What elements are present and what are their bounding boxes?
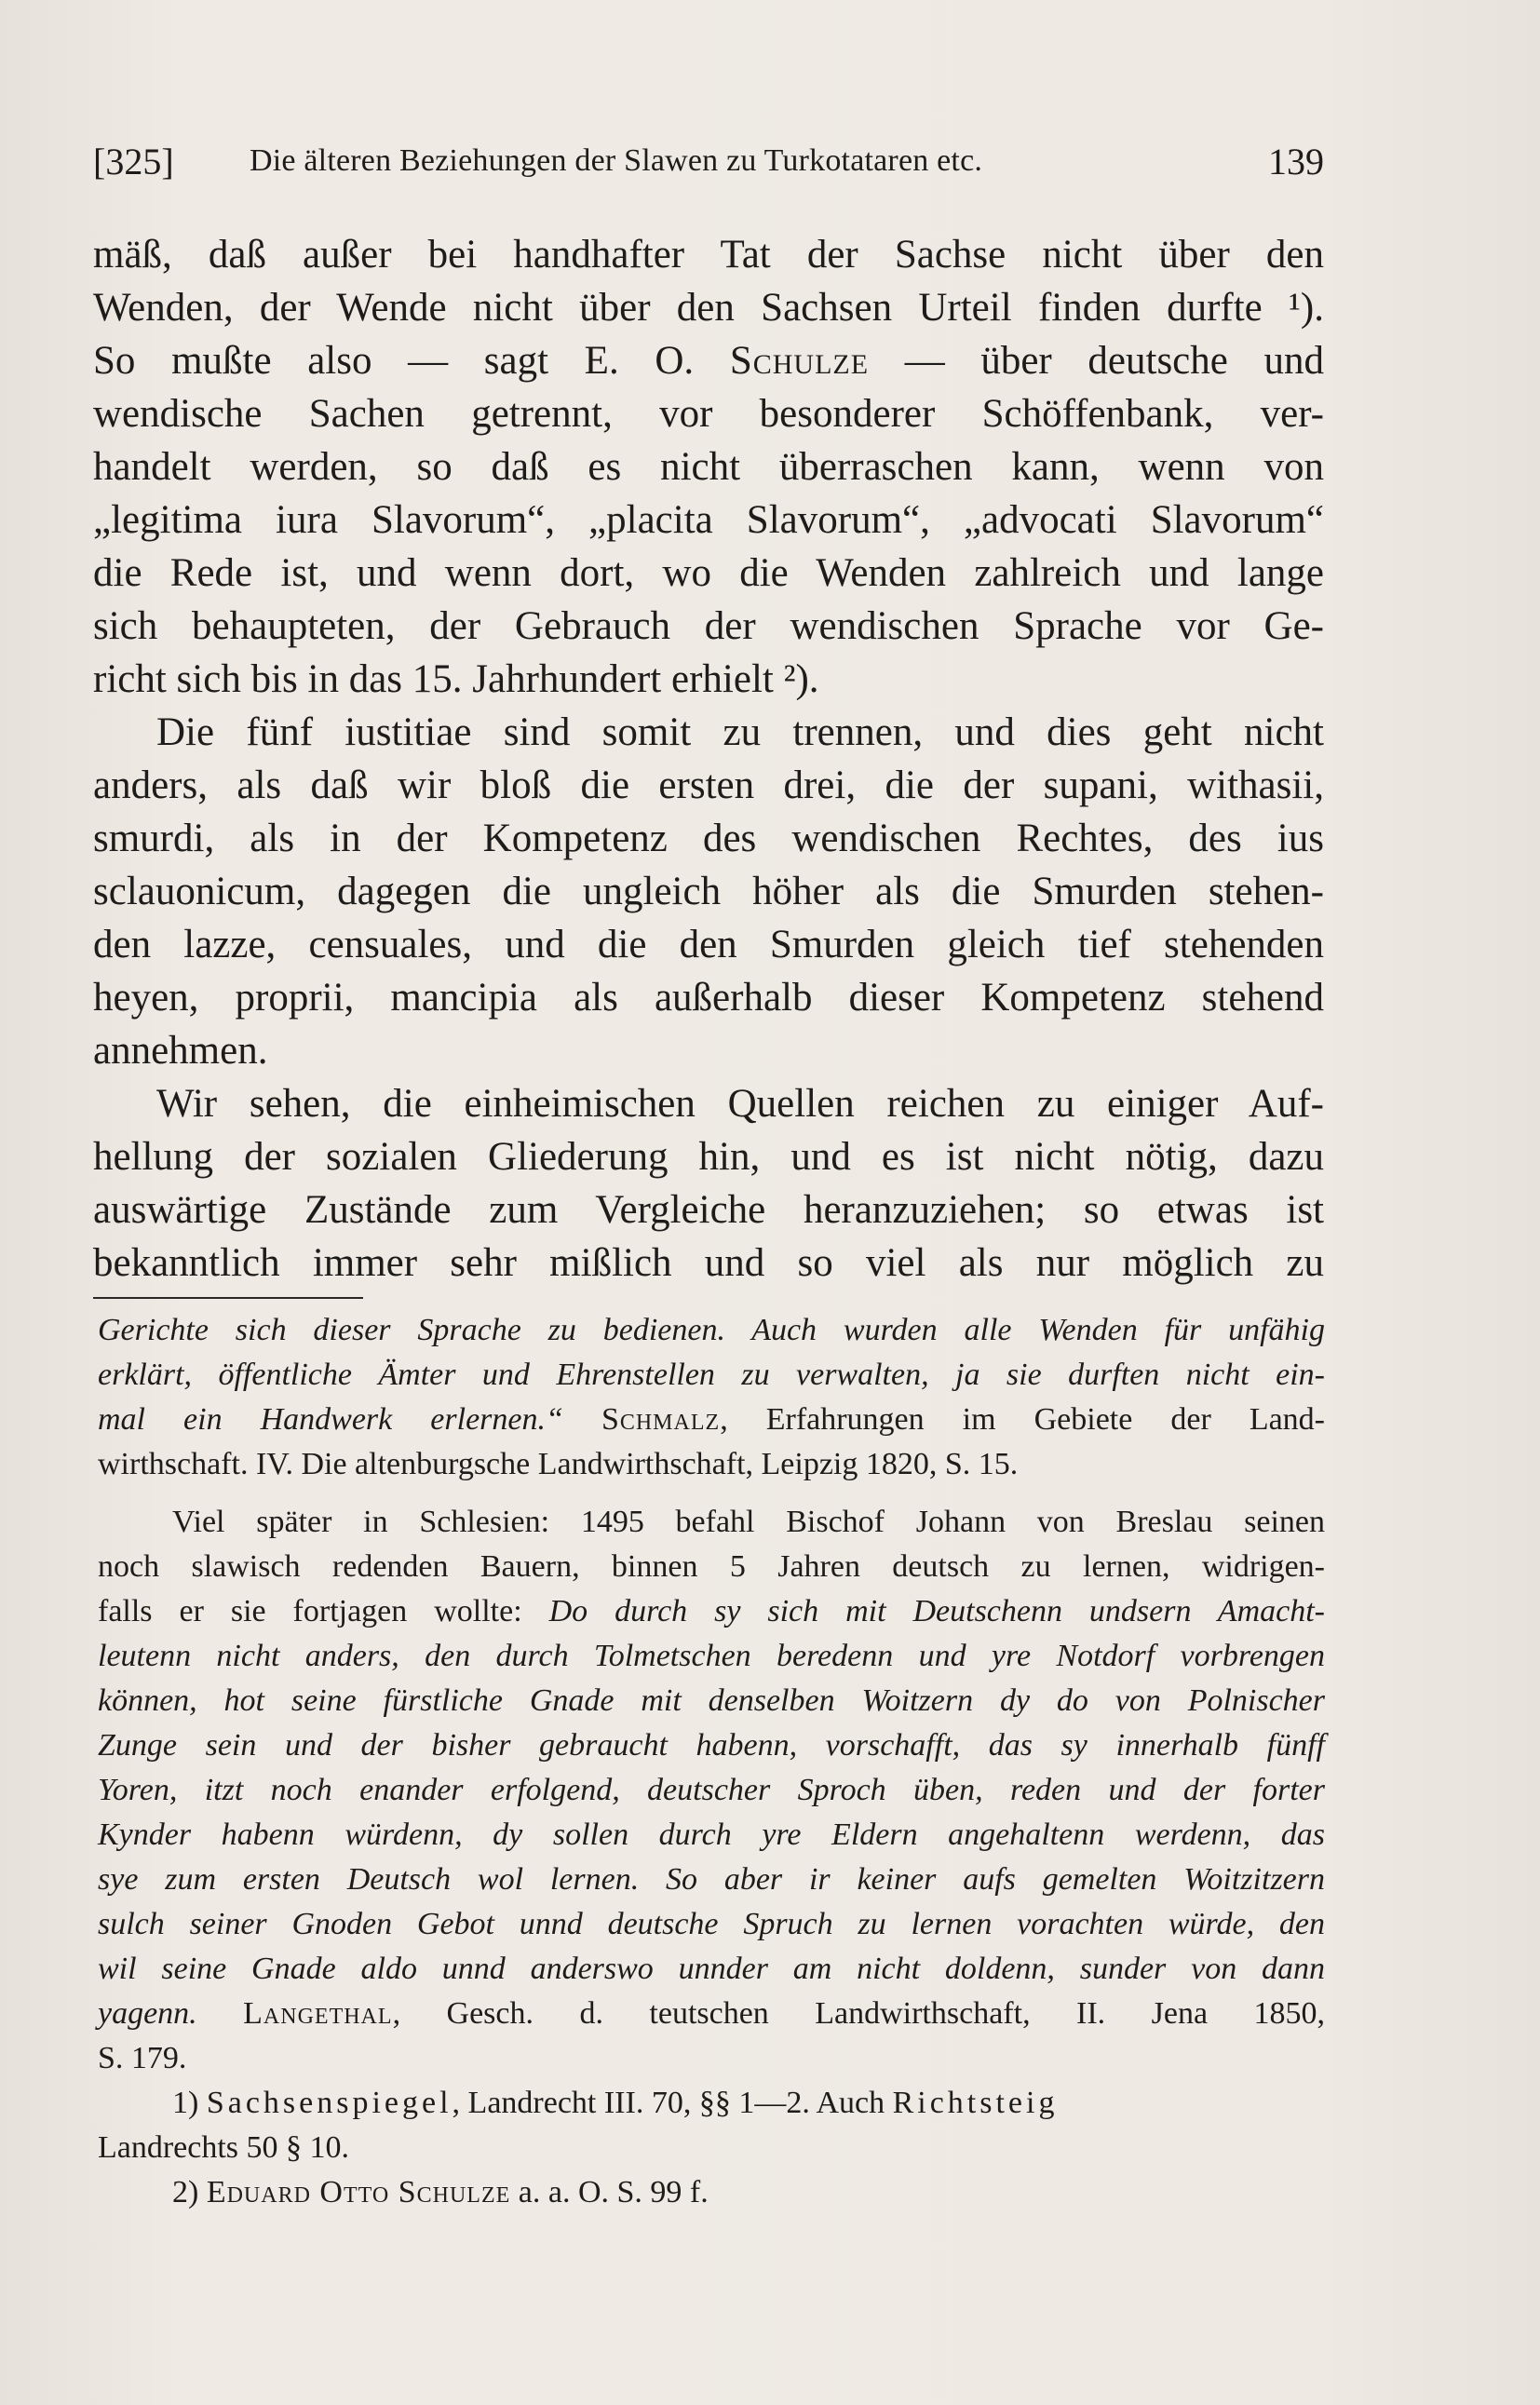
body-line: den lazze, censuales, und die den Smurden gleich tief stehenden bbox=[93, 923, 1324, 966]
paragraph-start: Wir sehen, die einheimischen Quellen reichen zu einiger Auf- bbox=[156, 1082, 1324, 1126]
author-name: Schulze bbox=[729, 339, 870, 383]
paragraph-start: Die fünf iustitiae sind somit zu trennen, und dies geht nicht bbox=[156, 710, 1324, 754]
body-line: bekanntlich immer sehr mißlich und so viel als nur möglich zu bbox=[93, 1241, 1324, 1285]
body-line: mäß, daß außer bei handhafter Tat der Sachse nicht über den bbox=[93, 233, 1324, 277]
note-line: sye zum ersten Deutsch wol lernen. So aber ir keiner aufs gemelten Woitzitzern bbox=[98, 1862, 1325, 1897]
running-header bbox=[93, 140, 1324, 196]
body-line: handelt werden, so daß es nicht überraschen kann, wenn von bbox=[93, 445, 1324, 489]
note-line: Viel später in Schlesien: 1495 befahl Bischof Johann von Breslau seinen bbox=[172, 1505, 1325, 1539]
note-line: mal ein Handwerk erlernen.“ Schmalz, Erfahrungen im Gebiete der Land- bbox=[98, 1402, 1326, 1437]
note-line: sulch seiner Gnoden Gebot unnd deutsche Spruch zu lernen vorachten würde, den bbox=[98, 1907, 1325, 1941]
body-line: auswärtige Zustände zum Vergleiche heranzuziehen; so etwas ist bbox=[93, 1188, 1324, 1232]
footnote-1-cont: Landrechts 50 § 10. bbox=[98, 2130, 350, 2165]
body-line: richt sich bis in das 15. Jahrhundert erhielt ²). bbox=[93, 657, 819, 701]
running-title: Die älteren Beziehungen der Slawen zu Turkotataren etc. bbox=[250, 143, 983, 178]
body-line: Wenden, der Wende nicht über den Sachsen Urteil finden durfte ¹). bbox=[93, 286, 1324, 330]
note-line: Zunge sein und der bisher gebraucht habenn, vorschafft, das sy innerhalb fünff bbox=[98, 1728, 1325, 1763]
note-line: Kynder habenn würdenn, dy sollen durch yre Eldern angehaltenn werdenn, das bbox=[98, 1817, 1325, 1852]
note-line: wil seine Gnade aldo unnd anderswo unnder am nicht doldenn, sunder von dann bbox=[98, 1952, 1325, 1986]
note-line: S. 179. bbox=[98, 2041, 187, 2075]
body-line: anders, als daß wir bloß die ersten drei, die der supani, withasii, bbox=[93, 763, 1324, 807]
note-line: Yoren, itzt noch enander erfolgend, deutscher Sproch üben, reden und der forter bbox=[98, 1773, 1325, 1807]
body-line: sich behaupteten, der Gebrauch der wendischen Sprache vor Ge- bbox=[93, 604, 1324, 648]
footnote-1: 1) Sachsenspiegel, Landrecht III. 70, §§ 1—2. Auch Richtsteig bbox=[172, 2086, 1059, 2120]
footnote-2: 2) Eduard Otto Schulze a. a. O. S. 99 f. bbox=[172, 2175, 709, 2209]
note-line: erklärt, öffentliche Ämter und Ehrenstellen zu verwalten, ja sie durften nicht ein- bbox=[98, 1358, 1325, 1392]
note-line: leutenn nicht anders, den durch Tolmetschen beredenn und yre Notdorf vorbrengen bbox=[98, 1639, 1325, 1673]
author-name: Eduard Otto Schulze bbox=[206, 2175, 511, 2209]
note-line: Gerichte sich dieser Sprache zu bedienen. Auch wurden alle Wenden für unfähig bbox=[98, 1313, 1325, 1347]
author-name: Langethal bbox=[243, 1996, 393, 2031]
page-reference: [325] bbox=[93, 141, 174, 182]
author-name: Schmalz bbox=[601, 1402, 721, 1437]
footnote-divider bbox=[93, 1297, 363, 1299]
note-line: noch slawisch redenden Bauern, binnen 5 Jahren deutsch zu lernen, widrigen- bbox=[98, 1549, 1325, 1584]
note-line: falls er sie fortjagen wollte: Do durch sy sich mit Deutschenn undsern Amacht- bbox=[98, 1594, 1325, 1628]
body-line: So mußte also — sagt E. O. Schulze — über deutsche und bbox=[93, 339, 1324, 383]
page-number: 139 bbox=[1268, 141, 1324, 182]
note-line: können, hot seine fürstliche Gnade mit denselben Woitzern dy do von Polnischer bbox=[98, 1683, 1325, 1718]
footnotes bbox=[98, 1308, 1325, 2215]
body-line: sclauonicum, dagegen die ungleich höher als die Smurden stehen- bbox=[93, 870, 1324, 913]
body-line: heyen, proprii, mancipia als außerhalb dieser Kompetenz stehend bbox=[93, 976, 1324, 1020]
main-text bbox=[93, 228, 1324, 1290]
body-line: wendische Sachen getrennt, vor besonderer Schöffenbank, ver- bbox=[93, 392, 1324, 436]
body-line: die Rede ist, und wenn dort, wo die Wenden zahlreich und lange bbox=[93, 551, 1324, 595]
note-line: yagenn. Langethal, Gesch. d. teutschen Landwirthschaft, II. Jena 1850, bbox=[98, 1996, 1325, 2031]
note-line: wirthschaft. IV. Die altenburgsche Landwirthschaft, Leipzig 1820, S. 15. bbox=[98, 1447, 1019, 1481]
body-line: hellung der sozialen Gliederung hin, und es ist nicht nötig, dazu bbox=[93, 1135, 1324, 1179]
body-line: „legitima iura Slavorum“, „placita Slavorum“, „advocati Slavorum“ bbox=[93, 498, 1324, 542]
body-line: smurdi, als in der Kompetenz des wendischen Rechtes, des ius bbox=[93, 817, 1324, 860]
body-line: annehmen. bbox=[93, 1029, 268, 1073]
